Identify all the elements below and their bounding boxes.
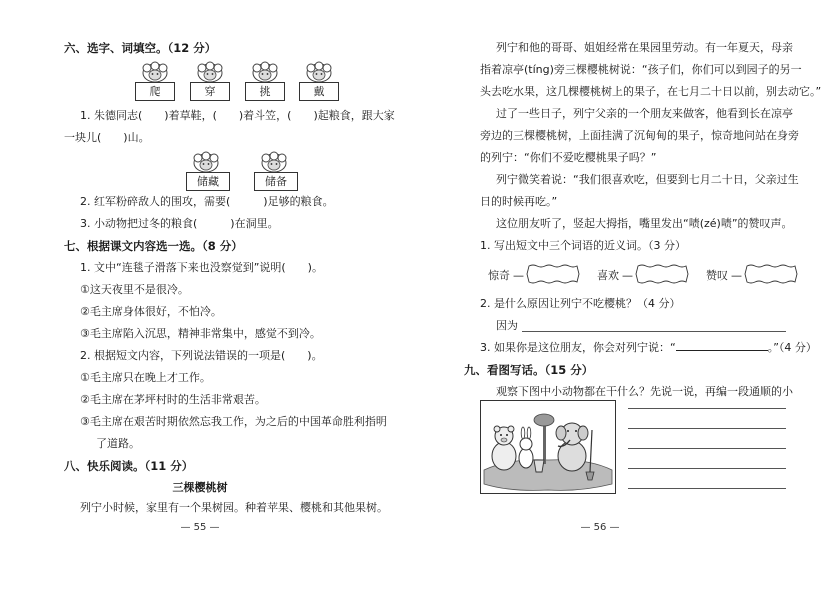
word-card-3 bbox=[245, 62, 285, 102]
story-p2-line2: 指着凉亭(tíng)旁三棵樱桃树说：“孩子们，你们可以到园子的另一 bbox=[480, 63, 802, 76]
s7-q2-opt-3-cont: 了道路。 bbox=[96, 437, 140, 450]
r-q1: 1. 写出短文中三个词语的近义词。（3 分） bbox=[480, 239, 686, 252]
dash: — bbox=[731, 269, 742, 282]
r-q3 bbox=[480, 340, 817, 355]
s7-q1-opt-1: ①这天夜里不是很冷。 bbox=[80, 283, 189, 296]
story-p3-line1: 过了一些日子，列宁父亲的一个朋友来做客，他看到长在凉亭 bbox=[496, 107, 793, 120]
writing-line-1[interactable] bbox=[628, 408, 786, 409]
syn-word-2: 喜欢 bbox=[597, 269, 619, 282]
word-option: 储藏 bbox=[186, 172, 230, 191]
story-p2-line1: 列宁和他的哥哥、姐姐经常在果园里劳动。有一年夏天，母亲 bbox=[496, 41, 793, 54]
dash: — bbox=[513, 269, 524, 282]
s6-q1-line1: 1. 朱德同志( )着草鞋，( )着斗笠，( )起粮食，跟大家 bbox=[80, 109, 395, 122]
r-q3-prefix: 3. 如果你是这位朋友，你会对列宁说：“ bbox=[480, 341, 676, 354]
s6-q1-line2: 一块儿( )山。 bbox=[64, 131, 150, 144]
story-paragraph-1: 列宁小时候，家里有一个果树园。种着苹果、樱桃和其他果树。 bbox=[80, 501, 388, 514]
answer-box-2[interactable] bbox=[634, 264, 690, 284]
right-page bbox=[400, 0, 821, 589]
story-p5: 这位朋友听了，竖起大拇指，嘴里发出“啧(zé)啧”的赞叹声。 bbox=[496, 217, 793, 230]
s6-q2: 2. 红军粉碎敌人的围攻，需要( )足够的粮食。 bbox=[80, 195, 334, 208]
syn-word-3: 赞叹 bbox=[706, 269, 728, 282]
r-q2-prefix: 因为 bbox=[496, 319, 518, 332]
s7-q1-opt-3: ③毛主席陷入沉思，精神非常集中，感觉不到冷。 bbox=[80, 327, 321, 340]
word-option: 挑 bbox=[245, 82, 285, 101]
sheep-icon bbox=[196, 62, 224, 84]
story-p4-line1: 列宁微笑着说：“我们很喜欢吃，但要到七月二十日，父亲过生 bbox=[496, 173, 799, 186]
writing-line-5[interactable] bbox=[628, 488, 786, 489]
word-card-2 bbox=[190, 62, 230, 102]
answer-box-1[interactable] bbox=[525, 264, 581, 284]
page-number-right: — 56 — bbox=[580, 522, 620, 533]
s7-q2-opt-3: ③毛主席在艰苦时期依然忘我工作，为之后的中国革命胜利指明 bbox=[80, 415, 387, 428]
story-p3-line2: 旁边的三棵樱桃树，上面挂满了沉甸甸的果子，惊奇地问站在身旁 bbox=[480, 129, 799, 142]
word-card-6 bbox=[254, 152, 298, 192]
section-8-title: 八、快乐阅读。（11 分） bbox=[64, 459, 194, 473]
sheep-icon bbox=[260, 152, 288, 174]
sheep-icon bbox=[251, 62, 279, 84]
word-option: 爬 bbox=[135, 82, 175, 101]
r-q3-suffix: 。”（4 分） bbox=[767, 341, 817, 354]
word-option: 戴 bbox=[299, 82, 339, 101]
answer-box-3[interactable] bbox=[743, 264, 799, 284]
s7-q2-opt-1: ①毛主席只在晚上才工作。 bbox=[80, 371, 211, 384]
sheep-icon bbox=[305, 62, 333, 84]
s7-q1-opt-2: ②毛主席身体很好，不怕冷。 bbox=[80, 305, 222, 318]
r-q2: 2. 是什么原因让列宁不吃樱桃？（4 分） bbox=[480, 297, 681, 310]
left-page bbox=[0, 0, 400, 589]
page-number-left: — 55 — bbox=[180, 522, 220, 533]
answer-line-q2[interactable] bbox=[522, 331, 786, 332]
picture-animals bbox=[480, 400, 616, 494]
word-card-4 bbox=[299, 62, 339, 102]
section-9-title: 九、看图写话。（15 分） bbox=[464, 363, 594, 377]
s9-instruction-line1: 观察下图中小动物都在干什么？先说一说，再编一段通顺的小 bbox=[496, 385, 793, 398]
story-p2-line3: 头去吃水果，这几棵樱桃树上的果子，在七月二十日以前，别去动它。” bbox=[480, 85, 821, 98]
dash: — bbox=[622, 269, 633, 282]
word-card-5 bbox=[186, 152, 230, 192]
word-option: 穿 bbox=[190, 82, 230, 101]
word-card-1 bbox=[135, 62, 175, 102]
story-title: 三棵樱桃树 bbox=[172, 481, 228, 494]
sheep-icon bbox=[141, 62, 169, 84]
word-option: 储备 bbox=[254, 172, 298, 191]
syn-word-1: 惊奇 bbox=[488, 269, 510, 282]
sheep-icon bbox=[192, 152, 220, 174]
s6-q3: 3. 小动物把过冬的粮食( )在洞里。 bbox=[80, 217, 279, 230]
s7-q1: 1. 文中“连毯子滑落下来也没察觉到”说明( )。 bbox=[80, 261, 323, 274]
story-p4-line2: 日的时候再吃。” bbox=[480, 195, 558, 208]
s7-q2-opt-2: ②毛主席在茅坪村时的生活非常艰苦。 bbox=[80, 393, 266, 406]
section-7-title: 七、根据课文内容选一选。（8 分） bbox=[64, 239, 243, 253]
writing-line-4[interactable] bbox=[628, 468, 786, 469]
answer-blank-q3[interactable] bbox=[676, 340, 768, 351]
writing-line-2[interactable] bbox=[628, 428, 786, 429]
writing-line-3[interactable] bbox=[628, 448, 786, 449]
section-6-title: 六、选字、词填空。（12 分） bbox=[64, 41, 217, 55]
story-p3-line3: 的列宁：“你们不爱吃樱桃果子吗？” bbox=[480, 151, 657, 164]
s7-q2: 2. 根据短文内容，下列说法错误的一项是( )。 bbox=[80, 349, 323, 362]
